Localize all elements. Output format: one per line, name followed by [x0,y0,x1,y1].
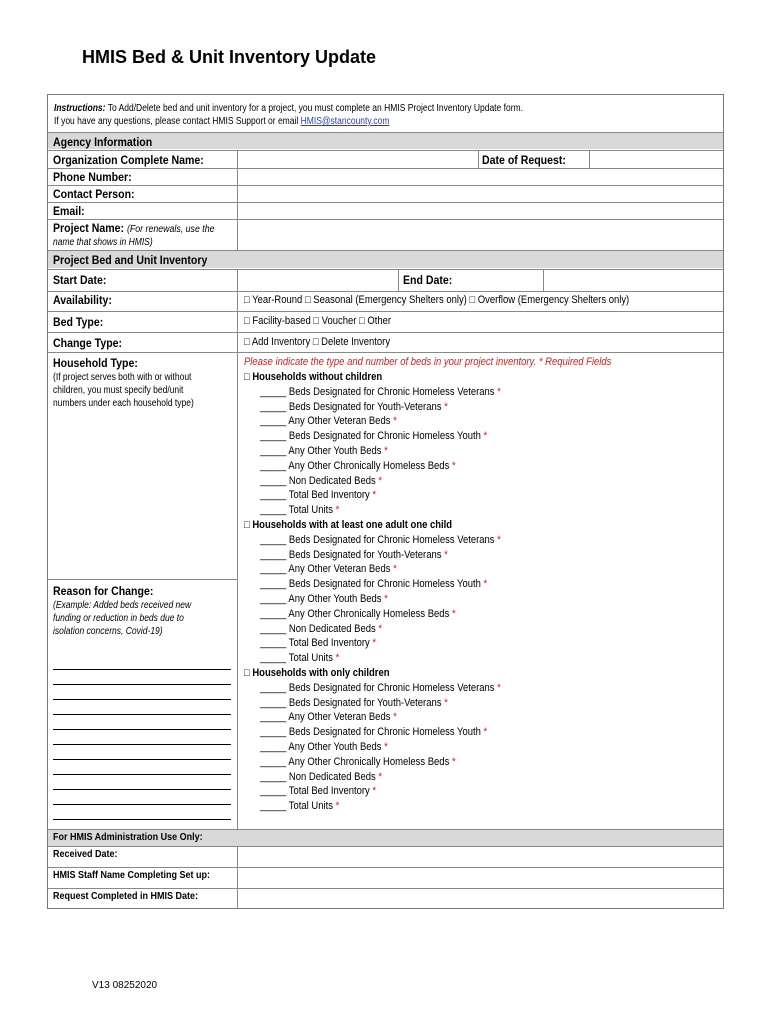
required-mark: * [393,415,397,428]
bed-type-options[interactable]: □ Facility-based □ Voucher □ Other [244,315,392,327]
bed-count-item[interactable]: _____ Any Other Chronically Homeless Beds * [260,755,456,768]
household-group-title[interactable]: □ Households with at least one adult one child [244,519,453,531]
staff-name-label: HMIS Staff Name Completing Set up: [53,870,211,881]
bed-count-item[interactable]: _____ Any Other Veteran Beds * [260,415,397,428]
reason-line [53,670,231,685]
page-title: HMIS Bed & Unit Inventory Update [82,47,377,67]
household-note-3: numbers under each household type) [53,398,194,409]
project-name-label: Project Name: (For renewals, use the [53,221,215,235]
contact-field[interactable] [238,186,723,202]
required-mark: * [451,755,456,768]
availability-options[interactable]: □ Year-Round □ Seasonal (Emergency Shelters only) □ Overflow (Emergency Shelters only) [244,294,630,306]
bed-count-item[interactable]: _____ Any Other Veteran Beds * [260,711,397,724]
bed-count-item[interactable]: _____ Beds Designated for Chronic Homeless Veterans * [260,681,501,694]
required-mark: * [335,652,340,665]
bed-count-item[interactable]: _____ Any Other Youth Beds * [260,593,388,605]
agency-header: Agency Information [53,135,153,149]
required-mark: * [372,489,377,502]
email-field[interactable] [238,203,723,219]
reason-note-3: isolation concerns, Covid-19) [53,626,163,637]
required-mark: * [483,430,488,443]
version-footer: V13 08252020 [92,980,158,991]
bed-count-item[interactable]: _____ Total Units * [260,800,340,813]
reason-line [53,715,231,730]
required-mark: * [444,400,448,413]
end-date-label: End Date: [403,273,453,287]
bed-count-item[interactable]: _____ Total Bed Inventory * [260,489,377,502]
email-label: Email: [53,204,85,218]
bed-count-item[interactable]: _____ Total Bed Inventory * [260,637,377,650]
household-type-label: Household Type: [53,356,138,370]
end-date-field[interactable] [544,270,723,290]
required-mark: * [335,504,340,517]
required-mark: * [483,578,488,591]
org-name-label: Organization Complete Name: [53,153,204,167]
inventory-form [47,94,724,909]
bed-count-item[interactable]: _____ Non Dedicated Beds * [260,622,383,635]
bed-count-item[interactable]: _____ Beds Designated for Chronic Homeless Youth * [260,430,488,443]
household-note-1: (If project serves both with or without [53,372,192,383]
instructions-line2: If you have any questions, please contact HMIS Support or email HMIS@stancounty.com [54,116,390,127]
bed-count-item[interactable]: _____ Beds Designated for Chronic Homeless Veterans * [260,533,501,546]
required-mark: * [378,770,383,783]
reason-line [53,745,231,760]
bed-count-item[interactable]: _____ Non Dedicated Beds * [260,474,383,487]
required-mark: * [378,474,383,487]
required-mark: * [393,711,397,724]
bed-count-item[interactable]: _____ Beds Designated for Chronic Homeless Youth * [260,578,488,591]
bed-count-item[interactable]: _____ Any Other Chronically Homeless Beds * [260,459,456,472]
change-type-label: Change Type: [53,336,123,350]
reason-note-2: funding or reduction in beds due to [53,613,184,624]
reason-line [53,805,231,820]
reason-line [53,760,231,775]
inventory-header: Project Bed and Unit Inventory [53,253,208,267]
bed-count-item[interactable]: _____ Beds Designated for Youth-Veterans * [260,400,448,413]
required-mark: * [372,785,377,798]
phone-label: Phone Number: [53,170,132,184]
date-request-field[interactable] [590,151,723,168]
reason-line [53,655,231,670]
support-email-link[interactable]: HMIS@stancounty.com [300,116,390,127]
reason-note-1: (Example: Added beds received new [53,600,192,611]
required-mark: * [384,445,388,457]
reason-label: Reason for Change: [53,584,154,598]
indicate-instruction: Please indicate the type and number of beds in your project inventory. * Required Fields [244,356,612,368]
date-request-label: Date of Request: [482,153,566,167]
required-mark: * [451,459,456,472]
start-date-field[interactable] [238,270,398,290]
received-date-label: Received Date: [53,849,118,860]
contact-label: Contact Person: [53,187,135,201]
bed-count-item[interactable]: _____ Beds Designated for Youth-Veterans * [260,548,448,561]
staff-name-field[interactable] [238,868,723,888]
required-mark: * [335,800,340,813]
required-mark: * [497,533,501,546]
required-mark: * [384,741,388,753]
required-mark: * [372,637,377,650]
required-mark: * [384,593,388,605]
required-mark: * [444,696,448,709]
required-mark: * [444,548,448,561]
bed-count-item[interactable]: _____ Any Other Veteran Beds * [260,563,397,576]
instructions-line1: Instructions: To Add/Delete bed and unit inventory for a project, you must complete an HMIS Project Inventory Update form. [54,103,524,114]
availability-label: Availability: [53,293,112,307]
required-mark: * [393,563,397,576]
required-mark: * [497,681,501,694]
bed-count-item[interactable]: _____ Total Units * [260,504,340,517]
change-type-options[interactable]: □ Add Inventory □ Delete Inventory [244,336,391,348]
bed-count-item[interactable]: _____ Any Other Youth Beds * [260,445,388,457]
required-mark: * [483,726,488,739]
required-mark: * [497,385,501,398]
project-name-field[interactable] [238,220,723,249]
required-mark: * [451,607,456,620]
bed-count-item[interactable]: _____ Beds Designated for Chronic Homeless Veterans * [260,385,501,398]
reason-line [53,730,231,745]
org-name-field[interactable] [238,151,478,168]
completed-date-label: Request Completed in HMIS Date: [53,891,199,902]
bed-count-item[interactable]: _____ Total Bed Inventory * [260,785,377,798]
completed-date-field[interactable] [238,889,723,909]
reason-line [53,775,231,790]
bed-count-item[interactable]: _____ Beds Designated for Youth-Veterans * [260,696,448,709]
reason-line [53,790,231,805]
reason-line [53,685,231,700]
bed-count-item[interactable]: _____ Total Units * [260,652,340,665]
reason-line [53,700,231,715]
household-group-title[interactable]: □ Households with only children [244,667,390,679]
bed-count-item[interactable]: _____ Any Other Youth Beds * [260,741,388,753]
admin-header: For HMIS Administration Use Only: [53,832,203,843]
phone-field[interactable] [238,169,723,185]
household-group-title[interactable]: □ Households without children [244,371,383,383]
start-date-label: Start Date: [53,273,107,287]
bed-type-label: Bed Type: [53,315,104,329]
required-mark: * [378,622,383,635]
bed-count-item[interactable]: _____ Any Other Chronically Homeless Beds * [260,607,456,620]
project-name-note: name that shows in HMIS) [53,237,153,248]
reason-lines[interactable] [53,655,231,820]
received-date-field[interactable] [238,847,723,867]
bed-count-item[interactable]: _____ Beds Designated for Chronic Homeless Youth * [260,726,488,739]
household-note-2: children, you must specify bed/unit [53,385,184,396]
bed-count-item[interactable]: _____ Non Dedicated Beds * [260,770,383,783]
